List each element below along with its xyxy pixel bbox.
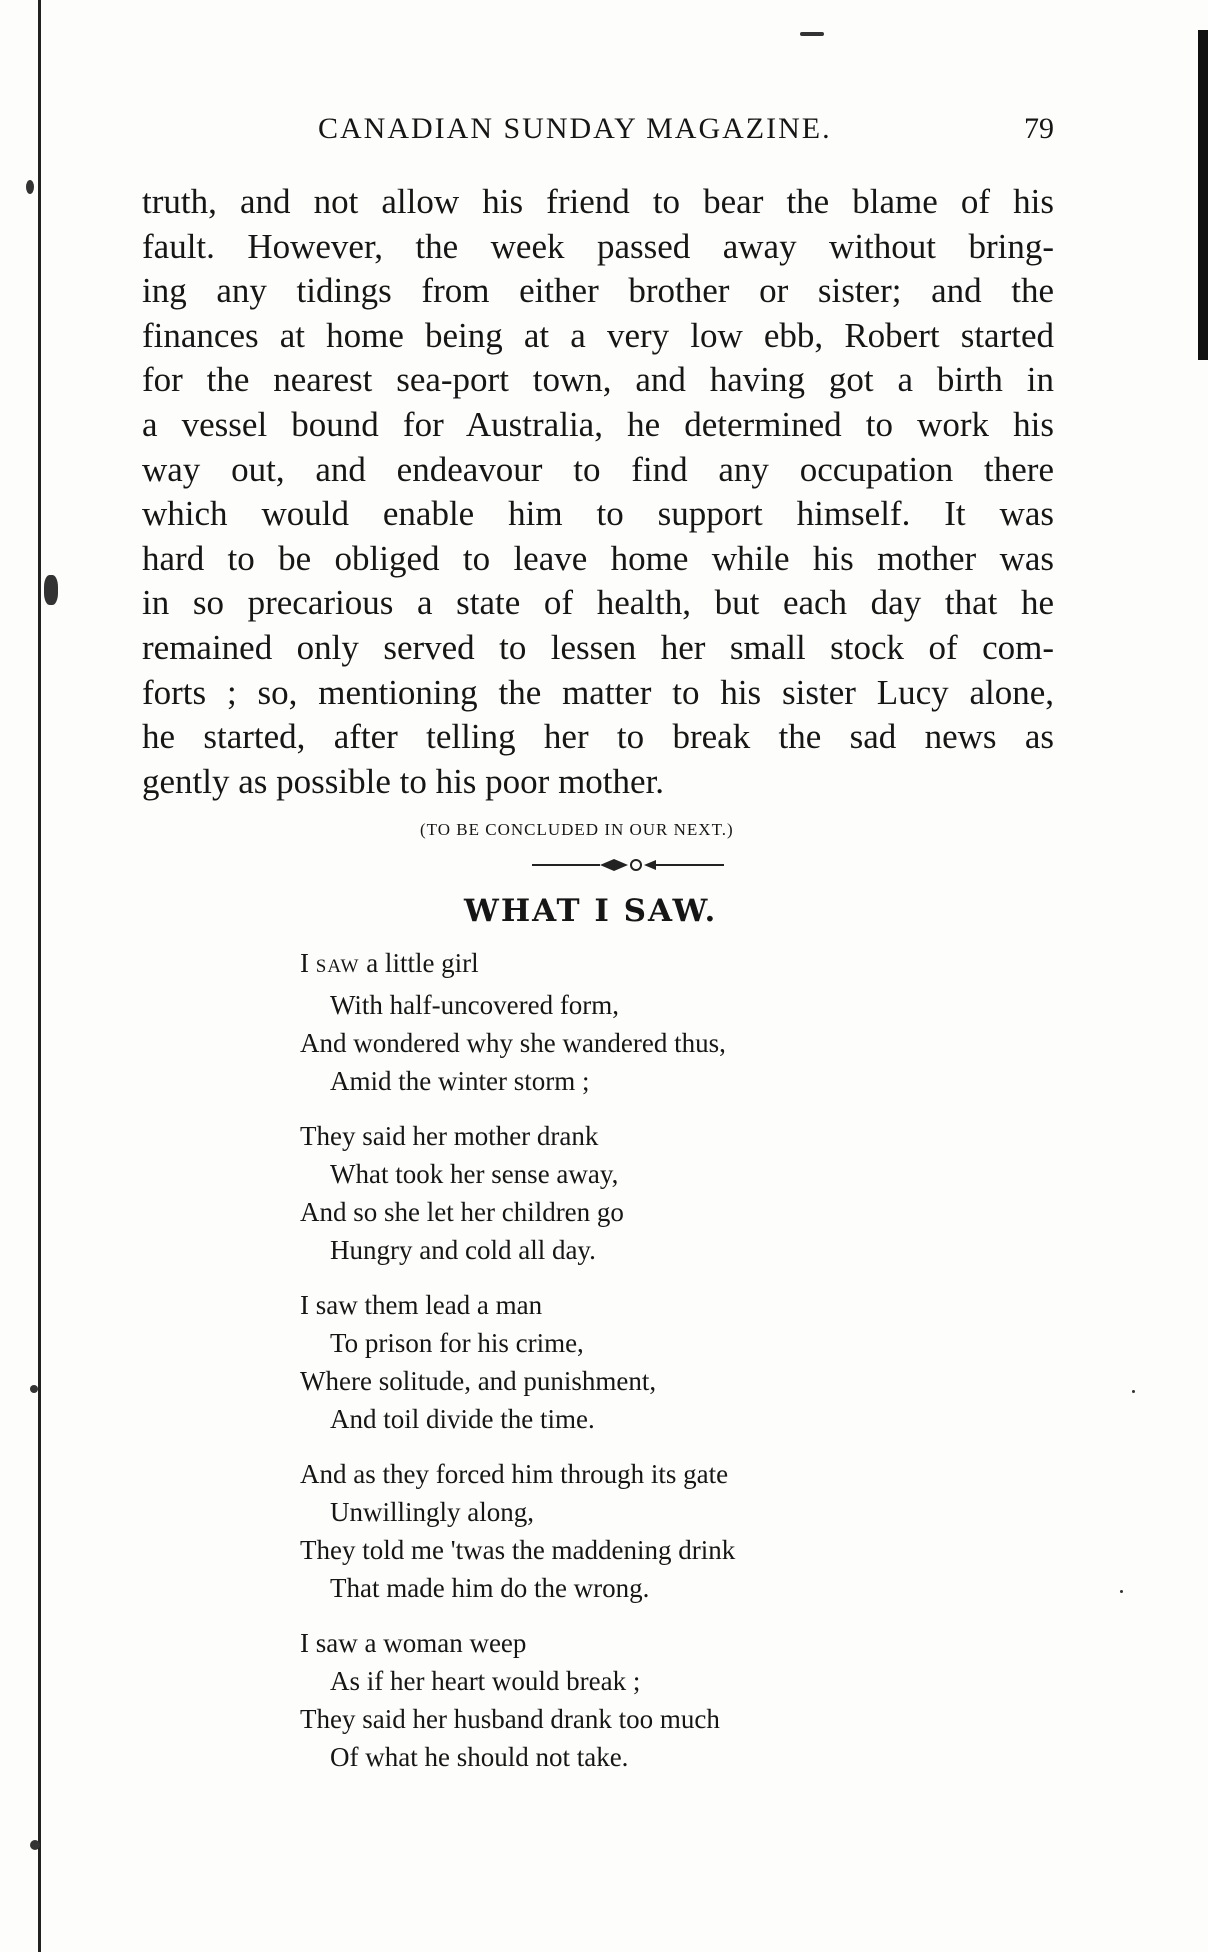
- prose-line: ing any tidings from either brother or sister; and the: [142, 271, 1054, 311]
- prose-line: remained only served to lessen her small stock of com-: [142, 627, 1054, 667]
- print-speck: [44, 575, 58, 605]
- poem-line: Amid the winter storm ;: [330, 1066, 590, 1096]
- poem-line: And toil divide the time.: [330, 1404, 595, 1434]
- poem-line: As if her heart would break ;: [330, 1666, 641, 1696]
- prose-line: forts ; so, mentioning the matter to his sister Lucy alone,: [142, 672, 1054, 712]
- poem-line: They said her mother drank: [300, 1121, 599, 1151]
- poem-line: They said her husband drank too much: [300, 1704, 720, 1734]
- poem-line: Unwillingly along,: [330, 1497, 534, 1527]
- first-line-rest: a little girl: [366, 948, 479, 978]
- poem-line: Of what he should not take.: [330, 1742, 629, 1772]
- prose-line: in so precarious a state of health, but each day that he: [142, 583, 1054, 623]
- print-speck: [30, 1840, 40, 1850]
- poem-line: Where solitude, and punishment,: [300, 1366, 657, 1396]
- prose-line: for the nearest sea-port town, and having got a birth in: [142, 360, 1054, 400]
- poem-line: And wondered why she wandered thus,: [300, 1028, 726, 1058]
- divider-circle: [631, 860, 641, 870]
- first-word-cap: I: [300, 948, 309, 978]
- poem-line: To prison for his crime,: [330, 1328, 584, 1358]
- poem-stanza: [300, 1286, 920, 1438]
- divider-diamond: [600, 859, 628, 871]
- poem-title: WHAT I SAW.: [464, 893, 718, 929]
- print-speck: [1120, 1590, 1123, 1593]
- poem-line: I saw a woman weep: [300, 1628, 527, 1658]
- prose-line: hard to be obliged to leave home while his mother was: [142, 538, 1054, 578]
- prose-line: gently as possible to his poor mother.: [142, 761, 665, 801]
- prose-line: fault. However, the week passed away without bring-: [142, 226, 1054, 266]
- poem-stanza: [300, 1455, 920, 1607]
- prose-line: truth, and not allow his friend to bear the blame of his: [142, 182, 1054, 221]
- first-word-small-caps: SAW: [315, 956, 360, 977]
- poem-line: And so she let her children go: [300, 1197, 624, 1227]
- prose-line: finances at home being at a very low ebb, Robert started: [142, 315, 1054, 355]
- poem-line: What took her sense away,: [330, 1159, 619, 1189]
- poem-line: With half-uncovered form,: [330, 990, 620, 1020]
- poem-stanza: [300, 1117, 920, 1269]
- print-speck: [26, 180, 34, 194]
- poem-line: They told me 'twas the maddening drink: [300, 1535, 736, 1565]
- prose-line: he started, after telling her to break the sad news as: [142, 717, 1054, 757]
- poem-first-line: [300, 944, 920, 986]
- magazine-title: CANADIAN SUNDAY MAGAZINE.: [318, 112, 832, 145]
- poem-line: And as they forced him through its gate: [300, 1459, 729, 1489]
- binding-edge-line: [38, 0, 41, 1952]
- print-speck: [800, 32, 824, 36]
- poem-line: Hungry and cold all day.: [330, 1235, 596, 1265]
- section-divider-ornament: [528, 855, 728, 875]
- poem-stanza: [300, 944, 920, 1100]
- poem-stanza: [300, 1624, 920, 1776]
- poem-body: [300, 944, 920, 1793]
- prose-line: way out, and endeavour to find any occupation there: [142, 449, 1054, 489]
- story-continuation: [142, 180, 1054, 804]
- print-speck: [1132, 1390, 1135, 1393]
- divider-arrow: [644, 860, 656, 870]
- poem-line: I saw them lead a man: [300, 1290, 543, 1320]
- page-number: 79: [1024, 112, 1054, 145]
- prose-line: a vessel bound for Australia, he determined to work his: [142, 404, 1054, 444]
- poem-line: That made him do the wrong.: [330, 1573, 650, 1603]
- continued-note: (TO BE CONCLUDED IN OUR NEXT.): [420, 820, 734, 839]
- running-header: [318, 112, 1054, 152]
- print-speck: [30, 1385, 38, 1393]
- prose-line: which would enable him to support himself. It was: [142, 494, 1054, 534]
- right-edge-shadow: [1198, 30, 1208, 360]
